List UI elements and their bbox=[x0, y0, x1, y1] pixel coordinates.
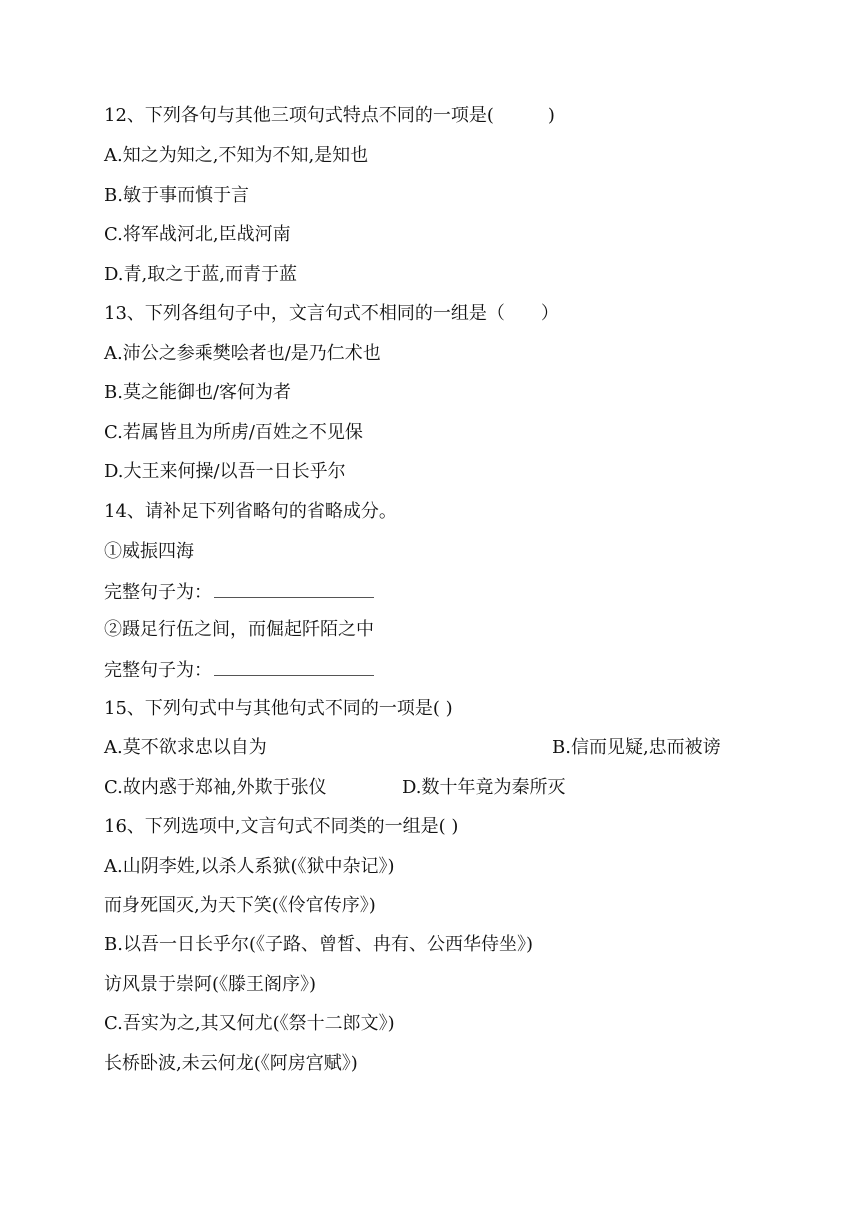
q14-stem: 14、请补足下列省略句的省略成分。 bbox=[104, 501, 397, 522]
q12-option-b: B.敏于事而慎于言 bbox=[104, 185, 249, 206]
q14-item-1: ①威振四海 bbox=[104, 541, 194, 562]
q12-stem: 12、下列各句与其他三项句式特点不同的一项是( ) bbox=[104, 105, 555, 126]
q16-option-c-line-1: C.吾实为之,其又何尤(《祭十二郎文》) bbox=[104, 1013, 395, 1034]
q15-stem: 15、下列句式中与其他句式不同的一项是( ) bbox=[104, 698, 453, 719]
q12-option-a: A.知之为知之,不知为不知,是知也 bbox=[104, 145, 369, 166]
q12-option-d: D.青,取之于蓝,而青于蓝 bbox=[104, 264, 297, 285]
q14-answer-line-2 bbox=[104, 657, 374, 683]
q14-answer-line-1 bbox=[104, 579, 374, 605]
q16-option-c-line-2: 长桥卧波,未云何龙(《阿房宫赋》) bbox=[104, 1053, 358, 1074]
q14-answer-blank-1[interactable] bbox=[214, 579, 374, 598]
q12-option-c: C.将军战河北,臣战河南 bbox=[104, 224, 291, 245]
q14-answer-blank-2[interactable] bbox=[214, 657, 374, 676]
q15-option-b: B.信而见疑,忠而被谤 bbox=[552, 737, 721, 758]
q16-option-b-line-1: B.以吾一日长乎尔(《子路、曾皙、冉有、公西华侍坐》) bbox=[104, 934, 533, 955]
q13-option-c: C.若属皆且为所虏/百姓之不见保 bbox=[104, 422, 363, 443]
q13-stem: 13、下列各组句子中，文言句式不相同的一组是（ ） bbox=[104, 303, 559, 324]
q15-option-c: C.故内惑于郑袖,外欺于张仪 bbox=[104, 777, 327, 798]
q13-option-a: A.沛公之参乘樊哙者也/是乃仁术也 bbox=[104, 343, 381, 364]
q16-option-a-line-1: A.山阴李姓,以杀人系狱(《狱中杂记》) bbox=[104, 856, 395, 877]
q16-stem: 16、下列选项中,文言句式不同类的一组是( ) bbox=[104, 816, 459, 837]
q14-answer-label-1: 完整句子为： bbox=[104, 582, 212, 603]
q15-option-d: D.数十年竟为秦所灭 bbox=[402, 777, 566, 798]
q13-option-d: D.大王来何操/以吾一日长乎尔 bbox=[104, 461, 346, 482]
q13-option-b: B.莫之能御也/客何为者 bbox=[104, 382, 292, 403]
q16-option-a-line-2: 而身死国灭,为天下笑(《伶官传序》) bbox=[104, 895, 376, 916]
q15-option-a: A.莫不欲求忠以自为 bbox=[104, 737, 267, 758]
q14-answer-label-2: 完整句子为： bbox=[104, 660, 212, 681]
q14-item-2: ②蹑足行伍之间，而倔起阡陌之中 bbox=[104, 619, 374, 640]
q16-option-b-line-2: 访风景于崇阿(《滕王阁序》) bbox=[104, 974, 317, 995]
